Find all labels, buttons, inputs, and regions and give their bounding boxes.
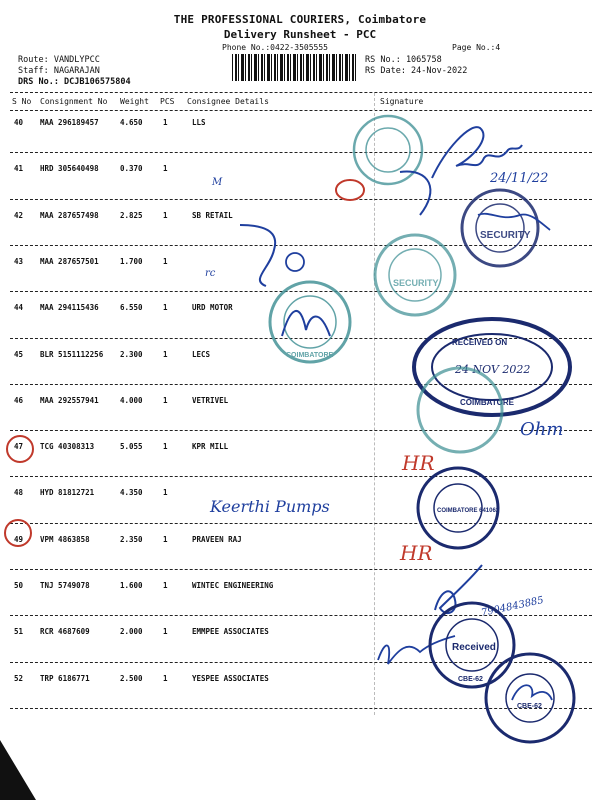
security-stamp-teal <box>375 235 455 315</box>
cell-weight: 4.350 <box>120 488 143 498</box>
staff: Staff: NAGARAJAN <box>18 66 100 76</box>
rs-date: RS Date: 24-Nov-2022 <box>365 66 468 76</box>
row-divider <box>10 708 592 709</box>
rs-info <box>365 55 467 77</box>
cell-sno: 48 <box>14 488 24 498</box>
signature-row47: HR <box>402 451 435 475</box>
cell-sno: 41 <box>14 164 24 174</box>
col-header-consignment: Consignment No <box>40 97 108 106</box>
handwriting-phone: 7904843885 <box>480 594 545 619</box>
cell-weight: 6.550 <box>120 303 143 313</box>
cell-consignee: PRAVEEN RAJ <box>192 534 242 544</box>
cell-weight: 2.350 <box>120 534 143 544</box>
cell-weight: 2.500 <box>120 673 143 683</box>
cell-consignment: MAA 296189457 <box>40 118 99 127</box>
row-divider <box>10 199 592 200</box>
yespee-stamp <box>486 654 574 742</box>
cell-consignee: VETRIVEL <box>192 395 229 405</box>
lecs-date: 24 NOV 2022 <box>455 363 531 376</box>
signature-row43 <box>240 225 275 286</box>
cell-consignment: MAA 287657501 <box>40 256 99 266</box>
document-title: Delivery Runsheet - PCC <box>223 28 377 41</box>
keerthi-pumps-stamp <box>418 468 500 548</box>
route-info <box>18 55 131 88</box>
cell-pcs: 1 <box>163 395 168 405</box>
row-divider <box>10 523 592 524</box>
cell-sno: 46 <box>14 395 24 405</box>
cell-sno: 40 <box>14 118 24 127</box>
handwriting-row48: Keerthi Pumps <box>210 497 330 516</box>
scan-shadow-corner <box>0 740 36 800</box>
cell-consignee: YESPEE ASSOCIATES <box>192 673 269 683</box>
signature-row49: HR <box>400 541 433 565</box>
company-title: THE PROFESSIONAL COURIERS, Coimbatore <box>173 13 427 26</box>
barcode <box>232 54 358 81</box>
cell-pcs: 1 <box>163 627 168 637</box>
emmpee-received: Received <box>452 642 496 653</box>
cell-consignment: TNJ 5749078 <box>40 581 90 590</box>
cell-weight: 1.700 <box>120 256 143 266</box>
red-circle-mark <box>336 180 364 200</box>
signature-row44 <box>282 311 330 336</box>
cell-pcs: 1 <box>163 488 168 498</box>
cell-sno: 45 <box>14 349 24 359</box>
rs-number: RS No.: 1065758 <box>365 55 442 65</box>
row-divider <box>10 152 592 153</box>
route: Route: VANDLYPCC <box>18 55 100 65</box>
cell-sno: 52 <box>14 673 24 683</box>
cell-consignment: RCR 4687609 <box>40 627 90 637</box>
row-divider <box>10 615 592 616</box>
sb-retail-stamp <box>462 190 538 266</box>
cell-weight: 5.055 <box>120 442 143 452</box>
row-divider <box>10 569 592 570</box>
cell-consignee: EMMPEE ASSOCIATES <box>192 627 269 637</box>
cell-weight: 4.650 <box>120 118 143 127</box>
cell-pcs: 1 <box>163 673 168 683</box>
cell-pcs: 1 <box>163 349 168 359</box>
cell-consignment: MAA 294115436 <box>40 303 99 313</box>
cell-sno: 43 <box>14 256 24 266</box>
cell-pcs: 1 <box>163 534 168 544</box>
signature-row42 <box>478 214 550 230</box>
mark-row43: rc <box>205 268 216 279</box>
page-number: Page No.:4 <box>452 43 501 52</box>
signature-row46: Ohm <box>520 419 564 440</box>
signature-row50 <box>435 565 482 613</box>
urd-stamp-top <box>354 116 422 184</box>
cell-weight: 0.370 <box>120 164 143 174</box>
cell-consignment: HYD 81812721 <box>40 488 95 498</box>
emmpee-city: CBE-62 <box>458 676 483 683</box>
cell-consignee: LECS <box>192 349 211 359</box>
col-header-sno: S No <box>12 97 32 106</box>
cell-consignment: BLR 5151112256 <box>40 349 104 359</box>
phone-number: Phone No.:0422-3505555 <box>222 43 328 52</box>
yespee-city: CBE-62 <box>517 703 542 710</box>
cell-consignee: KPR MILL <box>192 442 229 452</box>
urd-motor-stamp <box>270 282 350 362</box>
row-divider <box>10 662 592 663</box>
cell-pcs: 1 <box>163 442 168 452</box>
cell-sno: 44 <box>14 303 24 313</box>
row-divider <box>10 245 592 246</box>
row-divider <box>10 476 592 477</box>
col-header-signature: Signature <box>380 97 424 106</box>
cell-weight: 2.300 <box>120 349 143 359</box>
urd-city: COIMBATORE <box>286 352 334 359</box>
lecs-received-label: RECEIVED ON <box>452 338 508 347</box>
cell-consignment: TCG 40308313 <box>40 442 95 452</box>
cell-consignment: TRP 6186771 <box>40 673 90 683</box>
signature-row52 <box>512 685 552 700</box>
cell-weight: 1.600 <box>120 581 143 590</box>
drs-number: DRS No.: DCJB106575804 <box>18 77 131 87</box>
cell-consignment: MAA 292557941 <box>40 395 99 405</box>
at-mark-row43 <box>286 253 304 271</box>
header-rule-top <box>10 92 592 93</box>
cell-weight: 2.825 <box>120 210 143 220</box>
row-divider <box>10 291 592 292</box>
cell-pcs: 1 <box>163 303 168 313</box>
cell-sno: 42 <box>14 210 24 220</box>
cell-consignee: SB RETAIL <box>192 210 233 220</box>
cell-consignee: URD MOTOR <box>192 303 233 313</box>
lecs-city: COIMBATORE <box>460 398 514 407</box>
row-divider <box>10 384 592 385</box>
cell-weight: 2.000 <box>120 627 143 637</box>
cell-sno: 49 <box>14 534 24 544</box>
col-header-pcs: PCS <box>160 97 175 106</box>
svg-text:SECURITY: SECURITY <box>393 278 439 288</box>
cell-consignment: HRD 305640498 <box>40 164 99 174</box>
row-divider <box>10 430 592 431</box>
cell-sno: 51 <box>14 627 24 637</box>
sb-security-label: SECURITY <box>480 230 531 241</box>
cell-pcs: 1 <box>163 210 168 220</box>
cell-pcs: 1 <box>163 581 168 590</box>
cell-pcs: 1 <box>163 164 168 174</box>
cell-pcs: 1 <box>163 118 168 127</box>
col-header-consignee: Consignee Details <box>187 97 269 106</box>
cell-consignee: LLS <box>192 118 206 127</box>
header-rule-bottom <box>10 110 592 111</box>
cell-pcs: 1 <box>163 256 168 266</box>
row-divider <box>10 338 592 339</box>
cell-weight: 4.000 <box>120 395 143 405</box>
lecs-stamp <box>414 319 570 415</box>
signature-row51 <box>378 636 455 664</box>
signature-column-divider <box>374 93 375 715</box>
cell-sno: 50 <box>14 581 24 590</box>
cell-consignee: WINTEC ENGINEERING <box>192 581 274 590</box>
mark-row41: M <box>212 177 223 188</box>
cell-consignment: VPM 4863858 <box>40 534 90 544</box>
col-header-weight: Weight <box>120 97 149 106</box>
sign-date-row40: 24/11/22 <box>490 171 549 186</box>
cell-sno: 47 <box>14 442 24 452</box>
keerthi-city: COIMBATORE 641062 <box>437 508 500 514</box>
vetrivel-stamp <box>418 368 502 452</box>
cell-consignment: MAA 287657498 <box>40 210 99 220</box>
sign-loop-row40 <box>400 172 430 215</box>
